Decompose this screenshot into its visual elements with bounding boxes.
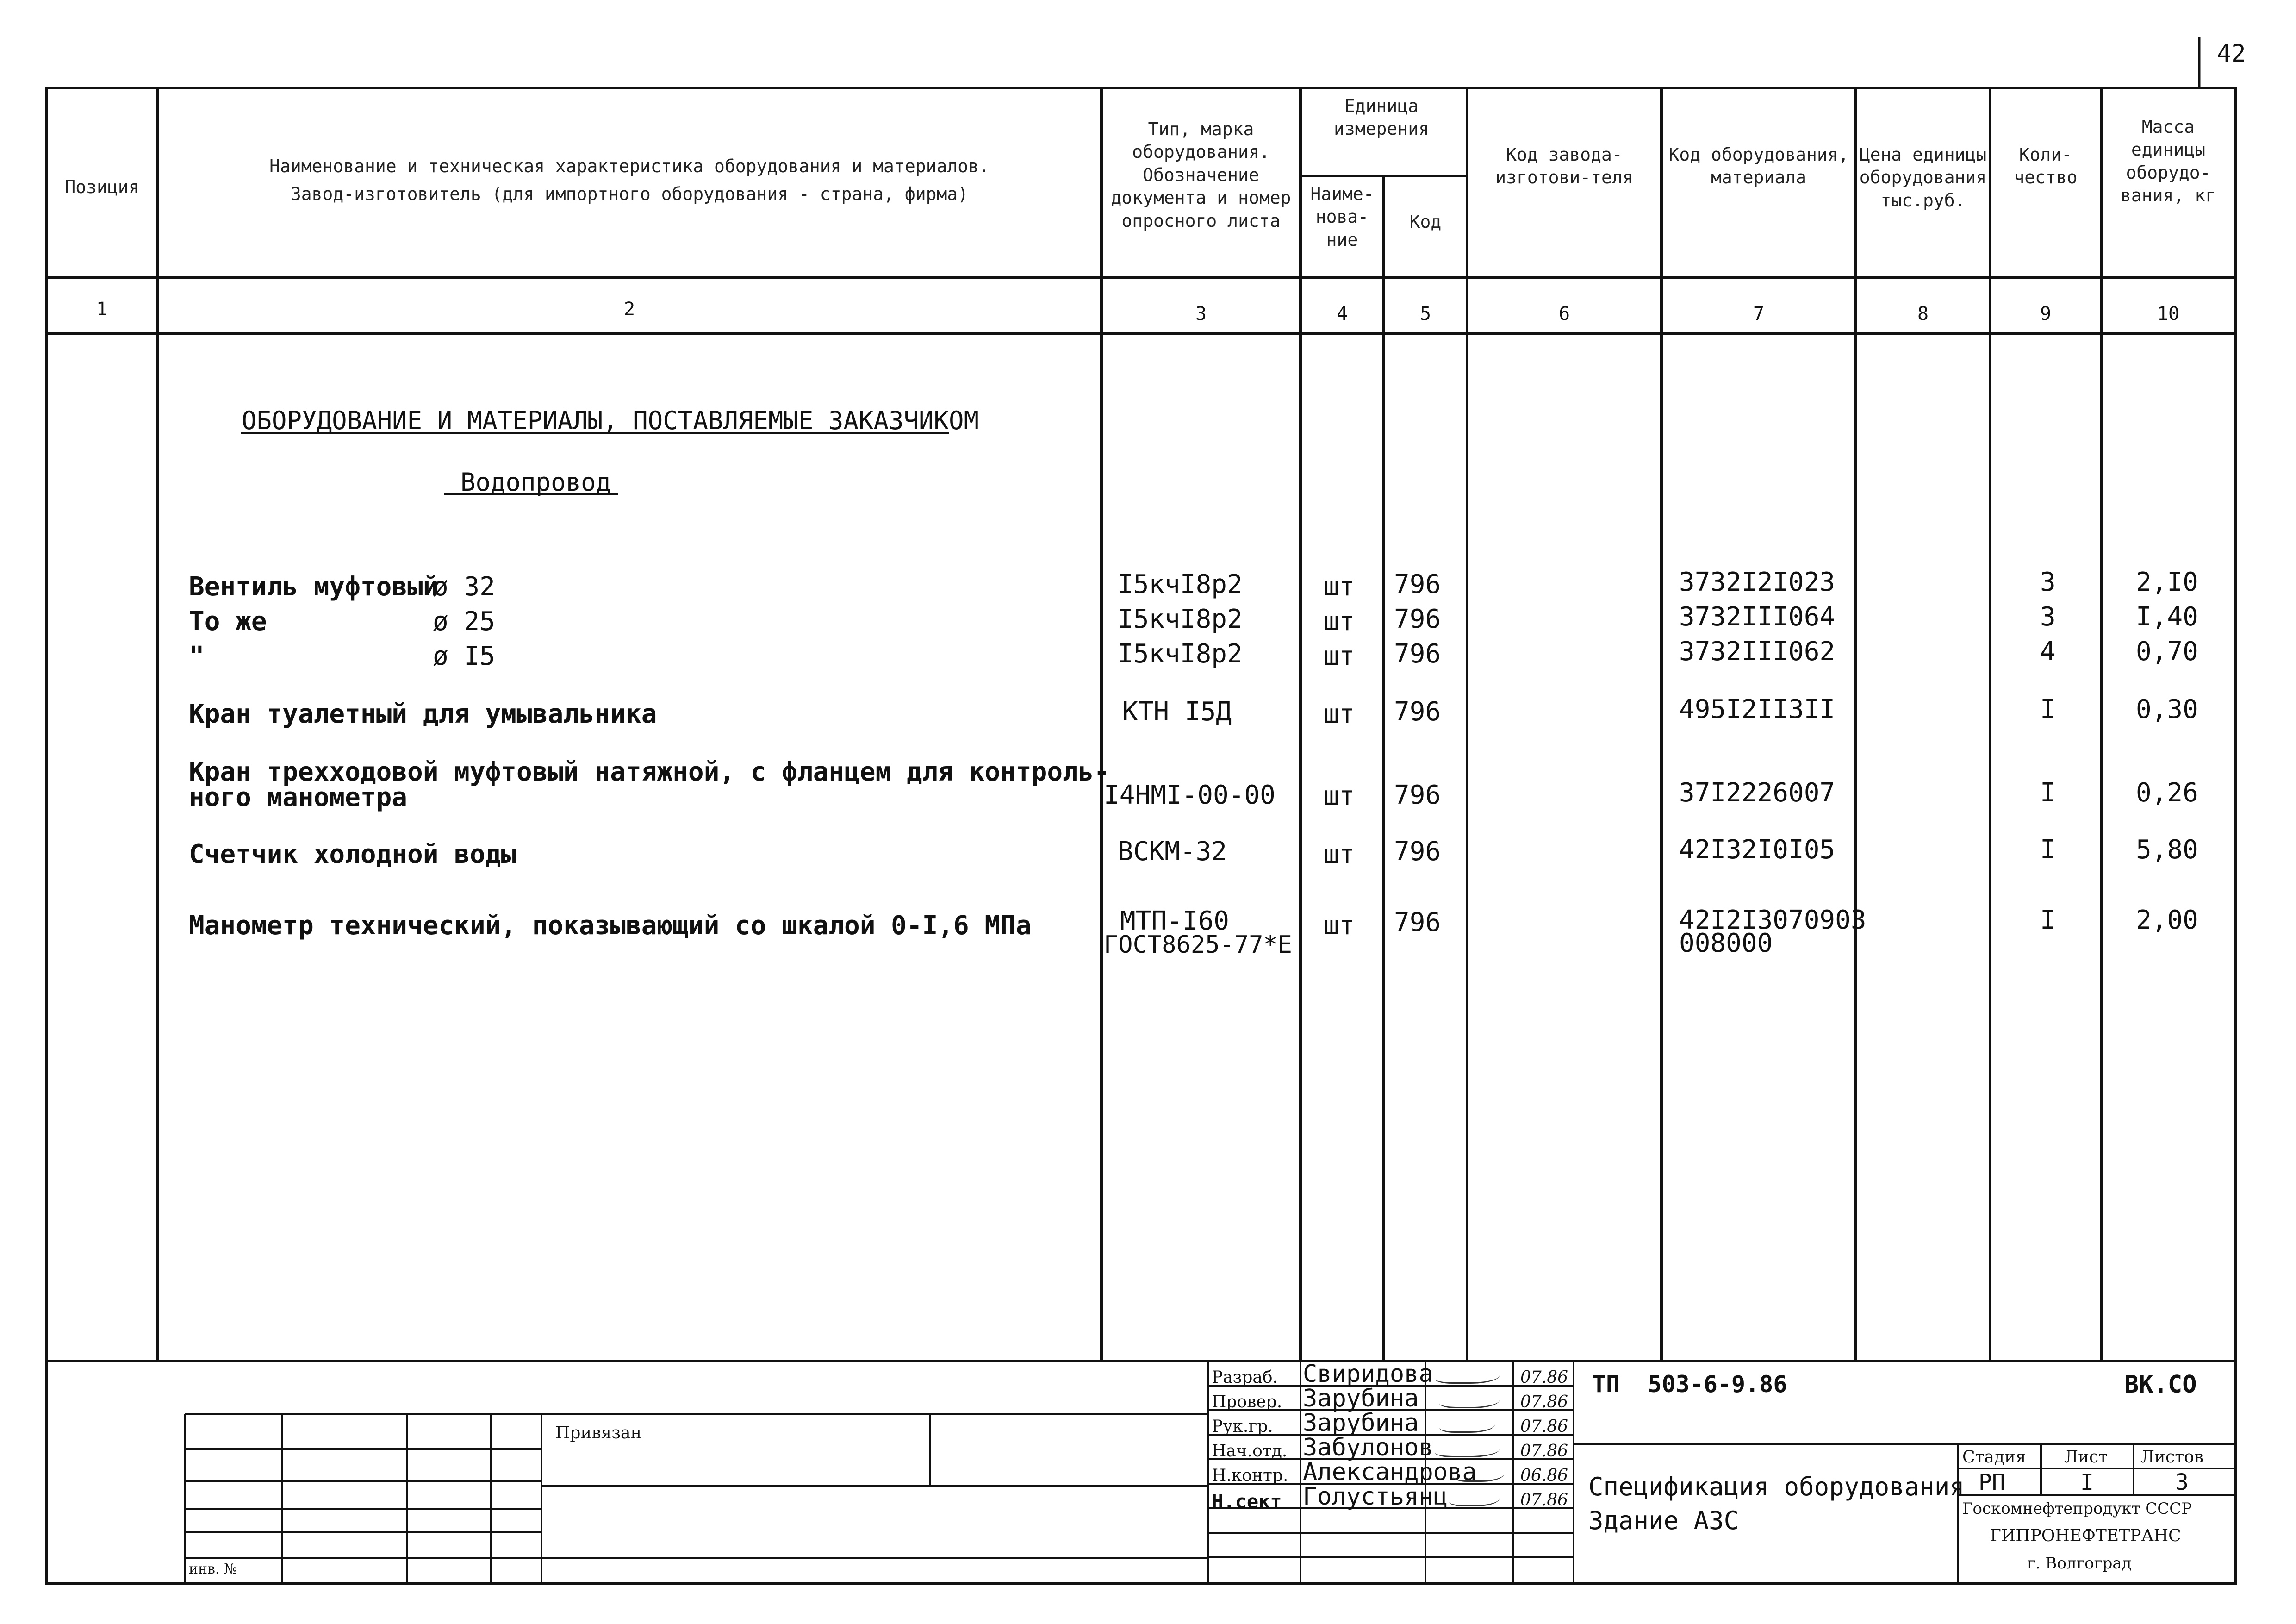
item-quantity: I: [2040, 778, 2056, 808]
date-sector-head: 07.86: [1520, 1491, 1568, 1510]
column-number: 5: [1419, 303, 1431, 325]
item-code: 3732III062: [1679, 637, 1836, 667]
column-number: 6: [1558, 303, 1570, 325]
subsection-title: Водопровод: [460, 468, 611, 497]
date-checker: 07.86: [1520, 1393, 1568, 1412]
date-developer: 07.86: [1520, 1368, 1568, 1387]
item-unit-code: 796: [1394, 604, 1441, 634]
item-code: 495I2II3II: [1679, 694, 1836, 725]
item-mass: 0,26: [2136, 778, 2198, 808]
signature: [1439, 1415, 1495, 1433]
column-number: 1: [96, 299, 108, 320]
item-code: 3732III064: [1679, 602, 1836, 632]
item-type: I5кчI8р2: [1118, 639, 1243, 669]
item-type-line1: МТП-I60: [1120, 906, 1230, 936]
header-mass: Масса единицы оборудо-вания, кг: [2121, 117, 2216, 206]
role-norm-control: Н.контр.: [1212, 1466, 1288, 1485]
item-name-line1: Кран трехходовой муфтовый натяжной, с фланцем для контроль-: [189, 757, 1110, 787]
name-checker: Зарубина: [1303, 1385, 1419, 1412]
item-name: То же: [189, 606, 267, 637]
name-sector-head: Голустьянц: [1303, 1483, 1448, 1511]
stage-value: РП: [1979, 1469, 2005, 1495]
sheets-value: 3: [2175, 1469, 2189, 1495]
role-sector-head: Н.сект: [1212, 1490, 1282, 1513]
item-quantity: I: [2040, 905, 2056, 935]
item-mass: 2,00: [2136, 905, 2198, 935]
item-unit: шт: [1324, 606, 1355, 637]
item-unit-code: 796: [1394, 639, 1441, 669]
item-quantity: 3: [2040, 602, 2056, 632]
item-type: I5кчI8р2: [1118, 569, 1243, 600]
item-quantity: 3: [2040, 567, 2056, 597]
item-diameter: ø I5: [433, 641, 495, 671]
item-type: КТН I5Д: [1122, 697, 1232, 727]
column-number: 7: [1753, 303, 1765, 325]
column-number: 10: [2157, 303, 2180, 325]
header-price: Цена единицы оборудования тыс.руб.: [1859, 144, 1987, 211]
date-group-lead: 07.86: [1520, 1417, 1568, 1436]
column-number: 9: [2040, 303, 2052, 325]
item-name: Манометр технический, показывающий со шкалой 0-I,6 МПа: [189, 911, 1032, 941]
stage-label: Стадия: [1962, 1448, 2026, 1467]
header-factory-code: Код завода-изготови-теля: [1495, 144, 1633, 188]
name-norm-control: Александрова: [1303, 1458, 1477, 1486]
sheets-label: Листов: [2140, 1448, 2204, 1467]
column-number: 8: [1917, 303, 1929, 325]
item-unit: шт: [1324, 572, 1355, 602]
item-code: 37I2226007: [1679, 778, 1836, 808]
role-checker: Провер.: [1212, 1393, 1282, 1412]
column-number: 2: [623, 299, 635, 320]
item-code: 3732I2I023: [1679, 567, 1836, 597]
sheet-label: Лист: [2064, 1448, 2108, 1467]
item-unit: шт: [1324, 699, 1355, 729]
header-name-line2: Завод-изготовитель (для импортного оборудования - страна, фирма): [290, 184, 969, 204]
item-unit: шт: [1324, 911, 1355, 941]
item-unit-code: 796: [1394, 697, 1441, 727]
item-mass: I,40: [2136, 602, 2198, 632]
item-quantity: I: [2040, 694, 2056, 725]
header-position: Позиция: [65, 177, 139, 197]
item-quantity: 4: [2040, 637, 2056, 667]
organization-line3: г. Волгоград: [2027, 1554, 2132, 1573]
item-mass: 0,70: [2136, 637, 2198, 667]
item-name: Вентиль муфтовый: [189, 572, 439, 602]
item-code-line1: 42I2I3070903: [1679, 905, 1867, 935]
document-title-line2: Здание АЗС: [1588, 1506, 1739, 1535]
item-unit: шт: [1324, 641, 1355, 671]
item-unit-code: 796: [1394, 837, 1441, 867]
signature: [1435, 1366, 1500, 1384]
bound-label: Привязан: [555, 1424, 642, 1443]
item-type: I5кчI8р2: [1118, 604, 1243, 634]
name-group-lead: Зарубина: [1303, 1409, 1419, 1437]
date-dept-head: 07.86: [1520, 1442, 1568, 1461]
item-type: ВСКМ-32: [1118, 837, 1227, 867]
header-unit-name: Наиме-нова-ние: [1310, 184, 1374, 250]
item-diameter: ø 25: [433, 606, 495, 637]
organization-line1: Госкомнефтепродукт СССР: [1962, 1499, 2192, 1518]
item-unit: шт: [1324, 781, 1355, 811]
item-mass: 5,80: [2136, 835, 2198, 865]
item-name-line2: ного манометра: [189, 782, 408, 812]
item-unit-code: 796: [1394, 780, 1441, 810]
document-code: ТП 503-6-9.86: [1592, 1371, 1787, 1398]
item-code-line2: 008000: [1679, 928, 1773, 958]
item-diameter: ø 32: [433, 572, 495, 602]
inventory-number-label: инв. №: [189, 1561, 237, 1577]
signature: [1439, 1390, 1500, 1408]
signature: [1435, 1439, 1500, 1457]
sheet-code: ВК.СО: [2124, 1371, 2197, 1399]
column-number: 3: [1195, 303, 1207, 325]
sheet-value: I: [2080, 1469, 2094, 1495]
name-dept-head: Забулонов: [1303, 1434, 1433, 1462]
document-title-line1: Спецификация оборудования: [1588, 1472, 1965, 1501]
page-number: 42: [2217, 40, 2246, 68]
item-name: ": [189, 641, 205, 671]
item-quantity: I: [2040, 835, 2056, 865]
item-type-line2: ГОСТ8625-77*Е: [1104, 931, 1292, 959]
item-code: 42I32I0I05: [1679, 835, 1836, 865]
item-unit: шт: [1324, 839, 1355, 869]
header-unit-code: Код: [1409, 212, 1442, 232]
header-name-line1: Наименование и техническая характеристика оборудования и материалов.: [269, 156, 989, 176]
header-unit-group: Единица измерения: [1334, 96, 1429, 139]
header-material-code: Код оборудования, материала: [1668, 144, 1849, 188]
role-dept-head: Нач.отд.: [1212, 1442, 1288, 1461]
name-developer: Свиридова: [1303, 1360, 1433, 1388]
header-quantity: Коли-чество: [2014, 144, 2078, 188]
item-unit-code: 796: [1394, 569, 1441, 600]
column-number: 4: [1336, 303, 1348, 325]
section-title: ОБОРУДОВАНИЕ И МАТЕРИАЛЫ, ПОСТАВЛЯЕМЫЕ ЗАКАЗЧИКОМ: [242, 406, 979, 435]
item-mass: 2,I0: [2136, 567, 2198, 597]
item-type: I4НМI-00-00: [1104, 780, 1276, 810]
date-norm-control: 06.86: [1520, 1466, 1568, 1485]
item-mass: 0,30: [2136, 694, 2198, 725]
organization-line2: ГИПРОНЕФТЕТРАНС: [1990, 1526, 2181, 1545]
item-name: Кран туалетный для умывальника: [189, 699, 657, 729]
item-unit-code: 796: [1394, 907, 1441, 937]
role-group-lead: Рук.гр.: [1212, 1417, 1273, 1436]
role-developer: Разраб.: [1212, 1368, 1278, 1387]
item-name: Счетчик холодной воды: [189, 839, 517, 869]
signature: [1449, 1488, 1500, 1506]
signature: [1453, 1464, 1504, 1482]
header-type: Тип, марка оборудования. Обозначение документа и номер опросного листа: [1111, 119, 1291, 231]
